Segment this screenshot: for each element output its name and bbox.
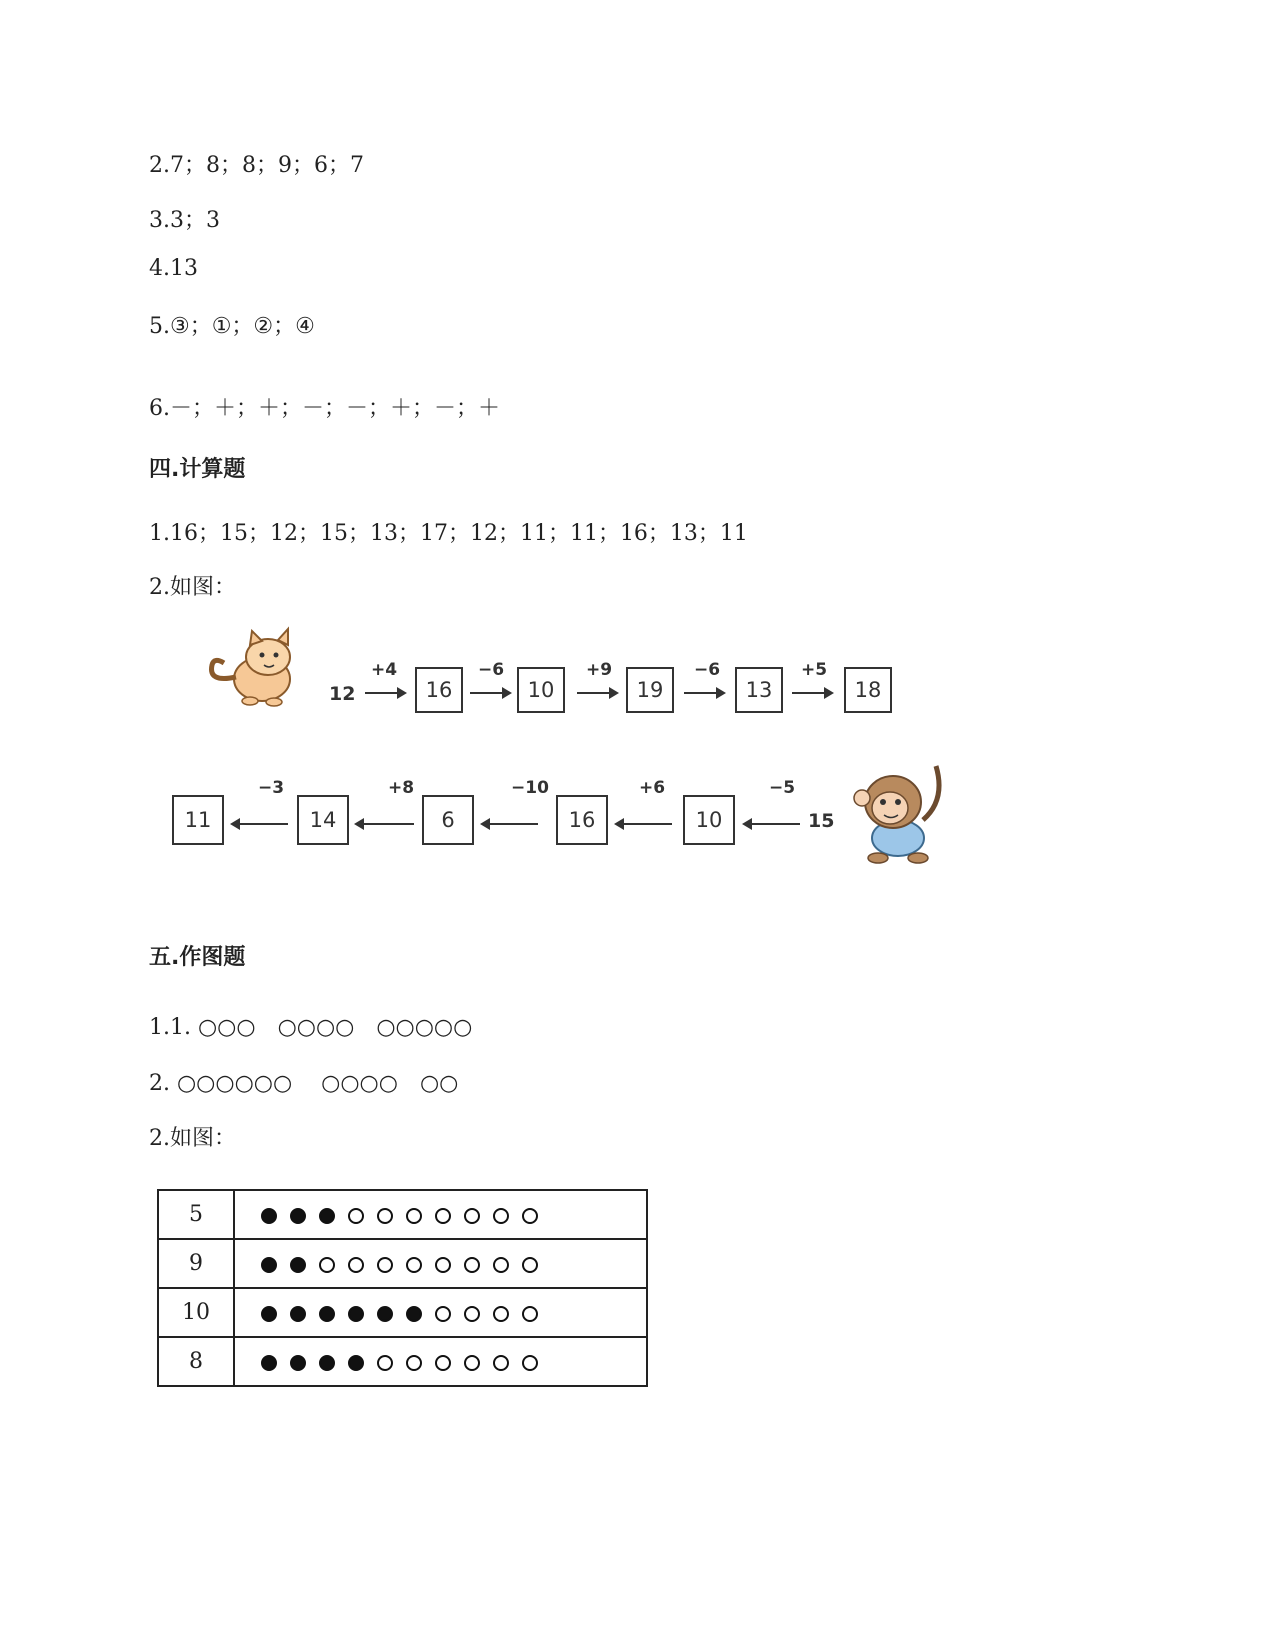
empty-circle-icon [435,1208,451,1224]
chain-top-box-5: 18 [844,667,892,713]
chain-top-op-1: +4 [370,660,398,680]
chain-top-start: 12 [329,683,356,705]
dot-table-dots [234,1190,647,1239]
empty-circle-icon [493,1208,509,1224]
filled-circle-icon [319,1208,335,1224]
arrow-right-icon [470,692,510,694]
cat-icon [200,625,310,710]
empty-circle-icon [377,1355,393,1371]
empty-circle-icon [522,1306,538,1322]
calc-answer-1: 1.16；15；12；15；13；17；12；11；11；16；13；11 [149,521,748,546]
filled-circle-icon [261,1208,277,1224]
chain-bottom-op-2: +6 [638,778,666,798]
filled-circle-icon [290,1306,306,1322]
empty-circle-icon [493,1355,509,1371]
monkey-icon [848,760,948,870]
chain-top-op-2: −6 [477,660,505,680]
chain-bottom-box-5: 11 [172,795,224,845]
dot-table-row [158,1337,647,1386]
arrow-left-icon [744,823,800,825]
empty-circle-icon [464,1355,480,1371]
dot-table-row [158,1239,647,1288]
filled-circle-icon [290,1355,306,1371]
chain-top-box-1: 16 [415,667,463,713]
empty-circle-icon [464,1257,480,1273]
answer-line-5: 5.③；①；②；④ [149,314,315,339]
chain-top-box-3: 19 [626,667,674,713]
dot-table-dots [234,1288,647,1337]
chain-bottom-op-1: −5 [768,778,796,798]
empty-circle-icon [493,1306,509,1322]
empty-circle-icon [464,1306,480,1322]
dot-table-number: 9 [158,1239,234,1288]
arrow-right-icon [365,692,405,694]
empty-circle-icon [493,1257,509,1273]
dot-table-number: 10 [158,1288,234,1337]
answer-line-6: 6.－；＋；＋；－；－；＋；－；＋ [149,396,500,421]
arrow-right-icon [792,692,832,694]
arrow-left-icon [616,823,672,825]
chain-top-op-3: +9 [585,660,613,680]
dot-table-row [158,1190,647,1239]
chain-bottom-box-2: 16 [556,795,608,845]
chain-bottom-box-1: 10 [683,795,735,845]
dot-table [157,1189,648,1387]
section-heading-drawing: 五.作图题 [149,945,246,970]
chain-bottom-box-3: 6 [422,795,474,845]
answer-line-2: 2.7；8；8；9；6；7 [149,153,364,178]
dot-table-row [158,1288,647,1337]
dot-table-dots [234,1337,647,1386]
chain-bottom-op-5: −3 [257,778,285,798]
empty-circle-icon [522,1257,538,1273]
empty-circle-icon [377,1208,393,1224]
empty-circle-icon [348,1208,364,1224]
answer-line-3: 3.3；3 [149,208,220,233]
empty-circle-icon [348,1257,364,1273]
filled-circle-icon [377,1306,393,1322]
filled-circle-icon [261,1306,277,1322]
chain-bottom-op-3: −10 [511,778,549,798]
empty-circle-icon [435,1355,451,1371]
chain-top-box-2: 10 [517,667,565,713]
arrow-right-icon [684,692,724,694]
chain-bottom-box-4: 14 [297,795,349,845]
chain-top-op-5: +5 [800,660,828,680]
drawing-answer-3-label: 2.如图： [149,1126,236,1151]
empty-circle-icon [522,1208,538,1224]
filled-circle-icon [290,1257,306,1273]
chain-bottom-op-4: +8 [387,778,415,798]
arrow-left-icon [482,823,538,825]
empty-circle-icon [319,1257,335,1273]
dot-table-number: 8 [158,1337,234,1386]
empty-circle-icon [435,1257,451,1273]
drawing-answer-2: 2. ○○○○○○ ○○○○ ○○ [149,1071,459,1096]
filled-circle-icon [319,1306,335,1322]
filled-circle-icon [261,1355,277,1371]
chain-bottom-start: 15 [808,810,835,832]
arrow-left-icon [356,823,414,825]
filled-circle-icon [319,1355,335,1371]
filled-circle-icon [348,1355,364,1371]
empty-circle-icon [522,1355,538,1371]
filled-circle-icon [290,1208,306,1224]
empty-circle-icon [406,1257,422,1273]
empty-circle-icon [406,1208,422,1224]
dot-table-number: 5 [158,1190,234,1239]
filled-circle-icon [406,1306,422,1322]
calc-answer-2-label: 2.如图： [149,575,236,600]
empty-circle-icon [406,1355,422,1371]
dot-table-dots [234,1239,647,1288]
answer-line-4: 4.13 [149,256,198,281]
arrow-left-icon [232,823,288,825]
arrow-right-icon [577,692,617,694]
empty-circle-icon [435,1306,451,1322]
filled-circle-icon [348,1306,364,1322]
section-heading-calculation: 四.计算题 [149,457,246,482]
empty-circle-icon [464,1208,480,1224]
chain-top-box-4: 13 [735,667,783,713]
drawing-answer-1: 1.1. ○○○ ○○○○ ○○○○○ [149,1015,473,1040]
empty-circle-icon [377,1257,393,1273]
filled-circle-icon [261,1257,277,1273]
chain-top-op-4: −6 [693,660,721,680]
